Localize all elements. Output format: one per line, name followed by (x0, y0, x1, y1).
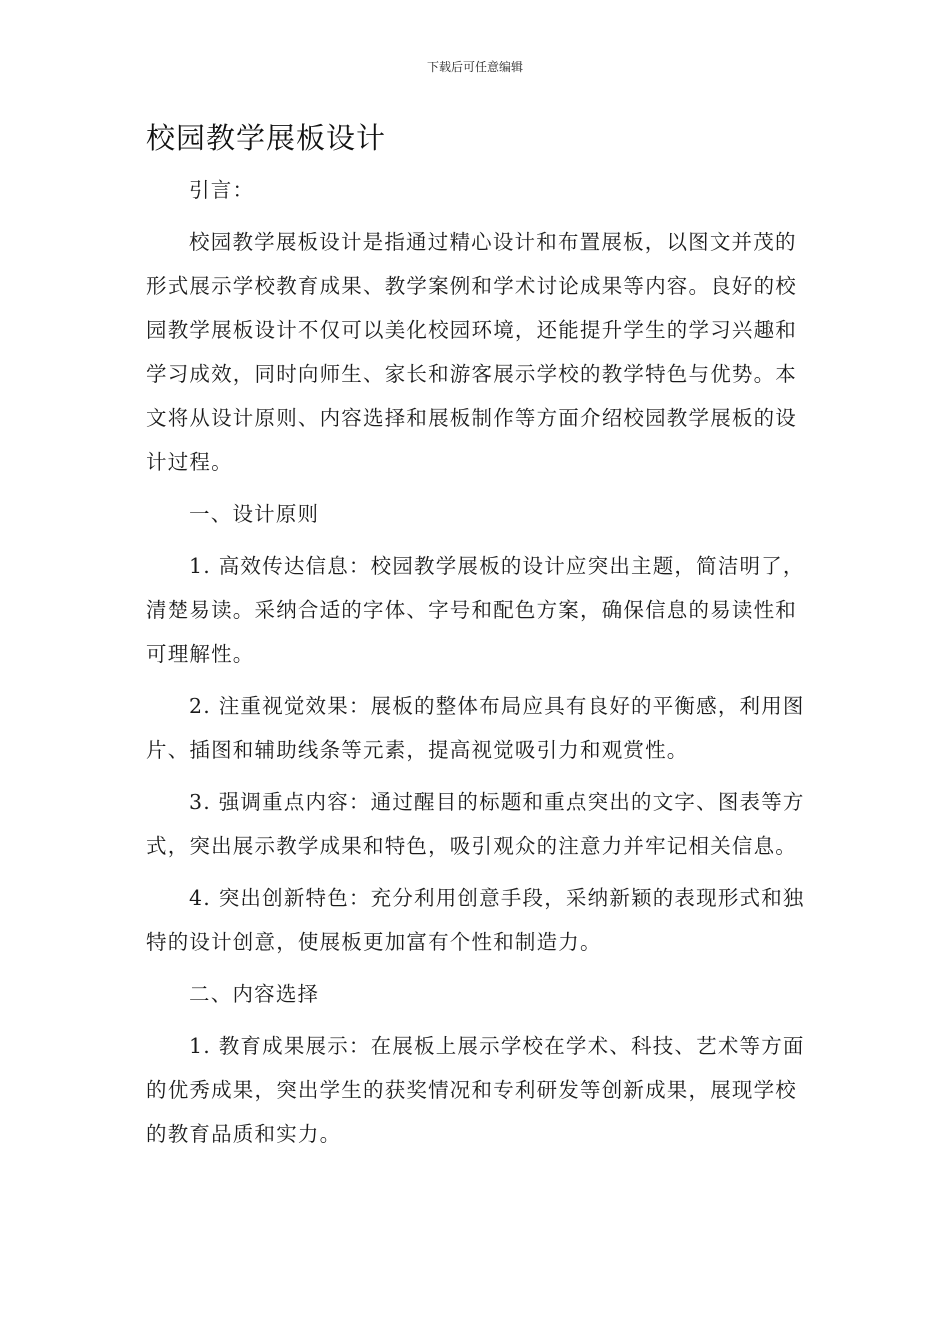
header-note: 下载后可任意编辑 (426, 60, 523, 74)
principle-item-4: 4. 突出创新特色：充分利用创意手段，采纳新颖的表现形式和独特的设计创意，使展板更加富有个性和制造力。 (146, 886, 805, 954)
intro-label: 引言： (189, 178, 255, 202)
section-heading-design-principles: 一、设计原则 (189, 502, 320, 526)
principle-item-3: 3. 强调重点内容：通过醒目的标题和重点突出的文字、图表等方式，突出展示教学成果和特色，吸引观众的注意力并牢记相关信息。 (146, 790, 805, 858)
principle-item-2: 2. 注重视觉效果：展板的整体布局应具有良好的平衡感，利用图片、插图和辅助线条等元素，提高视觉吸引力和观赏性。 (146, 694, 805, 762)
document-body (146, 168, 818, 1164)
intro-paragraph: 校园教学展板设计是指通过精心设计和布置展板，以图文并茂的形式展示学校教育成果、教学案例和学术讨论成果等内容。良好的校园教学展板设计不仅可以美化校园环境，还能提升学生的学习兴趣和学习成效，同时向师生、家长和游客展示学校的教学特色与优势。本文将从设计原则、内容选择和展板制作等方面介绍校园教学展板的设计过程。 (146, 230, 797, 474)
section-heading-content-selection: 二、内容选择 (189, 982, 320, 1006)
document-title: 校园教学展板设计 (146, 121, 387, 155)
principle-item-1: 1. 高效传达信息：校园教学展板的设计应突出主题，简洁明了，清楚易读。采纳合适的字体、字号和配色方案，确保信息的易读性和可理解性。 (146, 554, 805, 666)
content-item-1: 1. 教育成果展示：在展板上展示学校在学术、科技、艺术等方面的优秀成果，突出学生的获奖情况和专利研发等创新成果，展现学校的教育品质和实力。 (146, 1034, 805, 1146)
